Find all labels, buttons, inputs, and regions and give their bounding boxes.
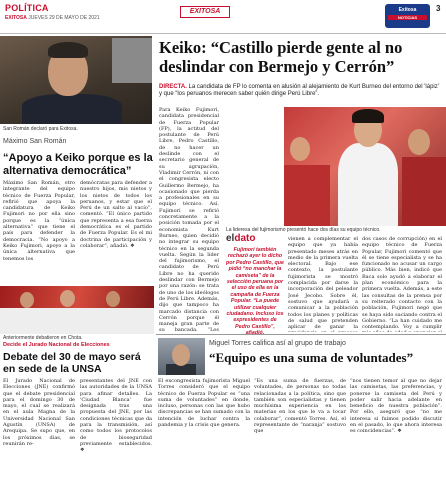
debate-photo [0, 286, 154, 334]
torres-column: “nos tienen temor al que no dejar las camisetas, las preferencias, y ponerse la camiseta del Perú y poder salir hacia adelante en beneficio de nuestra población”. Por ello, aseguró que “no me interesa si fuimos podido discutir en el pasado, lo que ahora interesa es coincidencias”. ❖ [350, 378, 442, 435]
debate-column: El Jurado Nacional de Elecciones (JNE) confirmó que el debate presidencial para el domingo 30 de mayo, el cual se realizará en el aula Magna de la Universidad Nacional San Agustín (UNSA) de Arequipa. Se supo que, en los próximos días, se reunirán re- [3, 378, 75, 447]
date-text: JUEVES 29 DE MAYO DE 2021 [28, 15, 100, 21]
article-column: Máximo San Román, otro integrante del equipo técnico de Fuerza Popular, refirió que apoya la candidatura de Keiko Fujimori no por ella sino porque es la “única alternativa” que tiene el país para defender la democracia. “No apoyo a Keiko Fujimori, apoyo a la única alternativa que tenemos los [3, 180, 75, 262]
el-dato-label [226, 233, 255, 244]
noticias-badge [385, 4, 430, 28]
main-headline: Keiko: “Castillo pierde gente al no deslindar con Bermejo y Cerrón” [159, 38, 403, 76]
lead-label: DIRECTA. [159, 84, 187, 90]
badge-top: Exitosa [398, 7, 417, 13]
article-byline: Máximo San Román [3, 138, 67, 145]
san-roman-photo [0, 36, 152, 124]
section-divider [156, 334, 446, 335]
brand-label: EXITOSA [5, 15, 27, 21]
torres-column: El excongresista fujimorista Miguel Torres consideró que el equipo técnico de Fuerza Popular es “una suma de voluntades” en donde, incluso, personas con las que hubo discrepancias se han sumado con la intención de luchar contra la pandemia y la crisis que genera. [158, 378, 250, 429]
page-number: 3 [436, 4, 441, 13]
el-label: el [226, 233, 235, 244]
torres-byline: Miguel Torres califica así al grupo de trabajo [209, 340, 346, 347]
miguel-torres-photo [158, 338, 205, 375]
main-lead [159, 84, 439, 98]
main-photo-caption: La lideresa del fujimorismo presentó hace dos días su equipo técnico. [226, 227, 381, 233]
main-column: Para Keiko Fujimori, candidata presidencial de Fuerza Popular (FP), la actitud del postulante de Perú Libre, Pedro Castillo, de no hacer un deslinde con el secretario general de su agrupación, Vladimir Cerrón, ni con el congresista electo Guillermo Bermejo, ha ocasionado que pierda a profesionales en su equipo técnico. Así, Fujimori se refirió concretamente a la posición tomada por el economista Kurt Burneo, quien decidió no integrar su equipo técnico en la segunda vuelta. Según la líder del fujimorismo, el candidato de Perú Libre no ha querido deslindar con Bermejo por una razón: se trata de uno de los ideólogos de Perú Libre. Además, dijo que tampoco ha marcado distancia con Cerrón porque él maneja gran parte de su bancada. “Los [159, 107, 219, 333]
debate-photo-caption: Anteriormente debatieron en Chota. [3, 335, 83, 341]
dato-word: dato [234, 233, 256, 244]
article-column: demócratas para defender a nuestro hijos, mis nietos y los nietos de todos los peruanos, y estar que el Perú de un salto al vacío”, comentó. “El único partido que representa a esa fuerza democrática es el partido de Fuerza Popular. Es el mi doctrina de participación y colaborar”, añadió. ❖ [80, 180, 152, 249]
torres-column: “Es una suma de fuerzas, de voluntades, de personas no todas relacionadas a la política, sino que también son especialistas y tienen muchísima experiencia en los materias en los que le va a tocar colaborar”, comentó Torres. Así, el representante de “naranja” sostuvo que [254, 378, 346, 435]
debate-column: presentantes del JNE con las autoridades de la UNSA para afinar detalles. La 'Ciudad Blanca' fue designada tras una propuesta del JNE, por las condiciones técnicas que da para la transmisión, así como todos los protocolos de bioseguridad previamente establecidos. ❖ [80, 378, 152, 454]
page-header [0, 0, 446, 34]
lead-text: La candidata de FP lo comenta en alusión al alejamiento de Kurt Burneo del entorno del 'lápiz' y que “los peruanos merecen saber quién dirige Perú Libre”. [159, 84, 439, 98]
dateline [5, 15, 100, 21]
debate-headline: Debate del 30 de mayo será en sede de la UNSA [3, 351, 141, 375]
article-headline: “Apoyo a Keiko porque es la alternativa democrática” [3, 152, 153, 177]
main-column-short [222, 107, 282, 230]
badge-bottom: NOTICIAS [388, 15, 427, 20]
article-kicker: Decide el Jurado Nacional de Elecciones [3, 342, 110, 348]
el-dato-text: Fujimori también rechazó ayer lo dicho por Pedro Castillo, que pidió “no manchar la camiseta” de la selección peruana por el uso de ella en la campaña de Fuerza Popular. “La puede utilizar cualquier ciudadano. Incluso los expresidentes de Pedro Castillo”, [226, 247, 284, 330]
section-label: POLÍTICA [5, 3, 49, 13]
keiko-photo [284, 107, 446, 226]
main-column: vienen a complementar el equipo que ya había presentado meses atrás en medio de la primera vuelta electoral. Bajo ese contexto, la postulante fujimorista se mostró complacida por darse la incorporación del peleador José Jecobo. Sobre él, sostuvo que ayudará a comunicar a la población todos los planes y políticas de salud que pretenden aplicar de ganar la [288, 236, 358, 331]
torres-headline: “Equipo es una suma de voluntades” [209, 350, 414, 365]
photo-caption: San Román declaró para Exitosa. [3, 126, 78, 132]
exitosa-logo: EXITOSA [180, 6, 230, 18]
main-column: dos casos de corrupción) en el equipo técnico de Fuerza Popular, Fujimori comentó que él se tiene especialista y se ha funcionado no acusar un cargo público. Más bien, indicó que Baca solo ayudó a elaborar el plan económico para la primera vuelta. Además, a este las consultas de la prensa por su reiterado contacto con la población, Fujimori negó que se haya sido saciando contra el Gobierno. “La han cuidado me contemplando. Voy a cumplir [362, 236, 442, 331]
